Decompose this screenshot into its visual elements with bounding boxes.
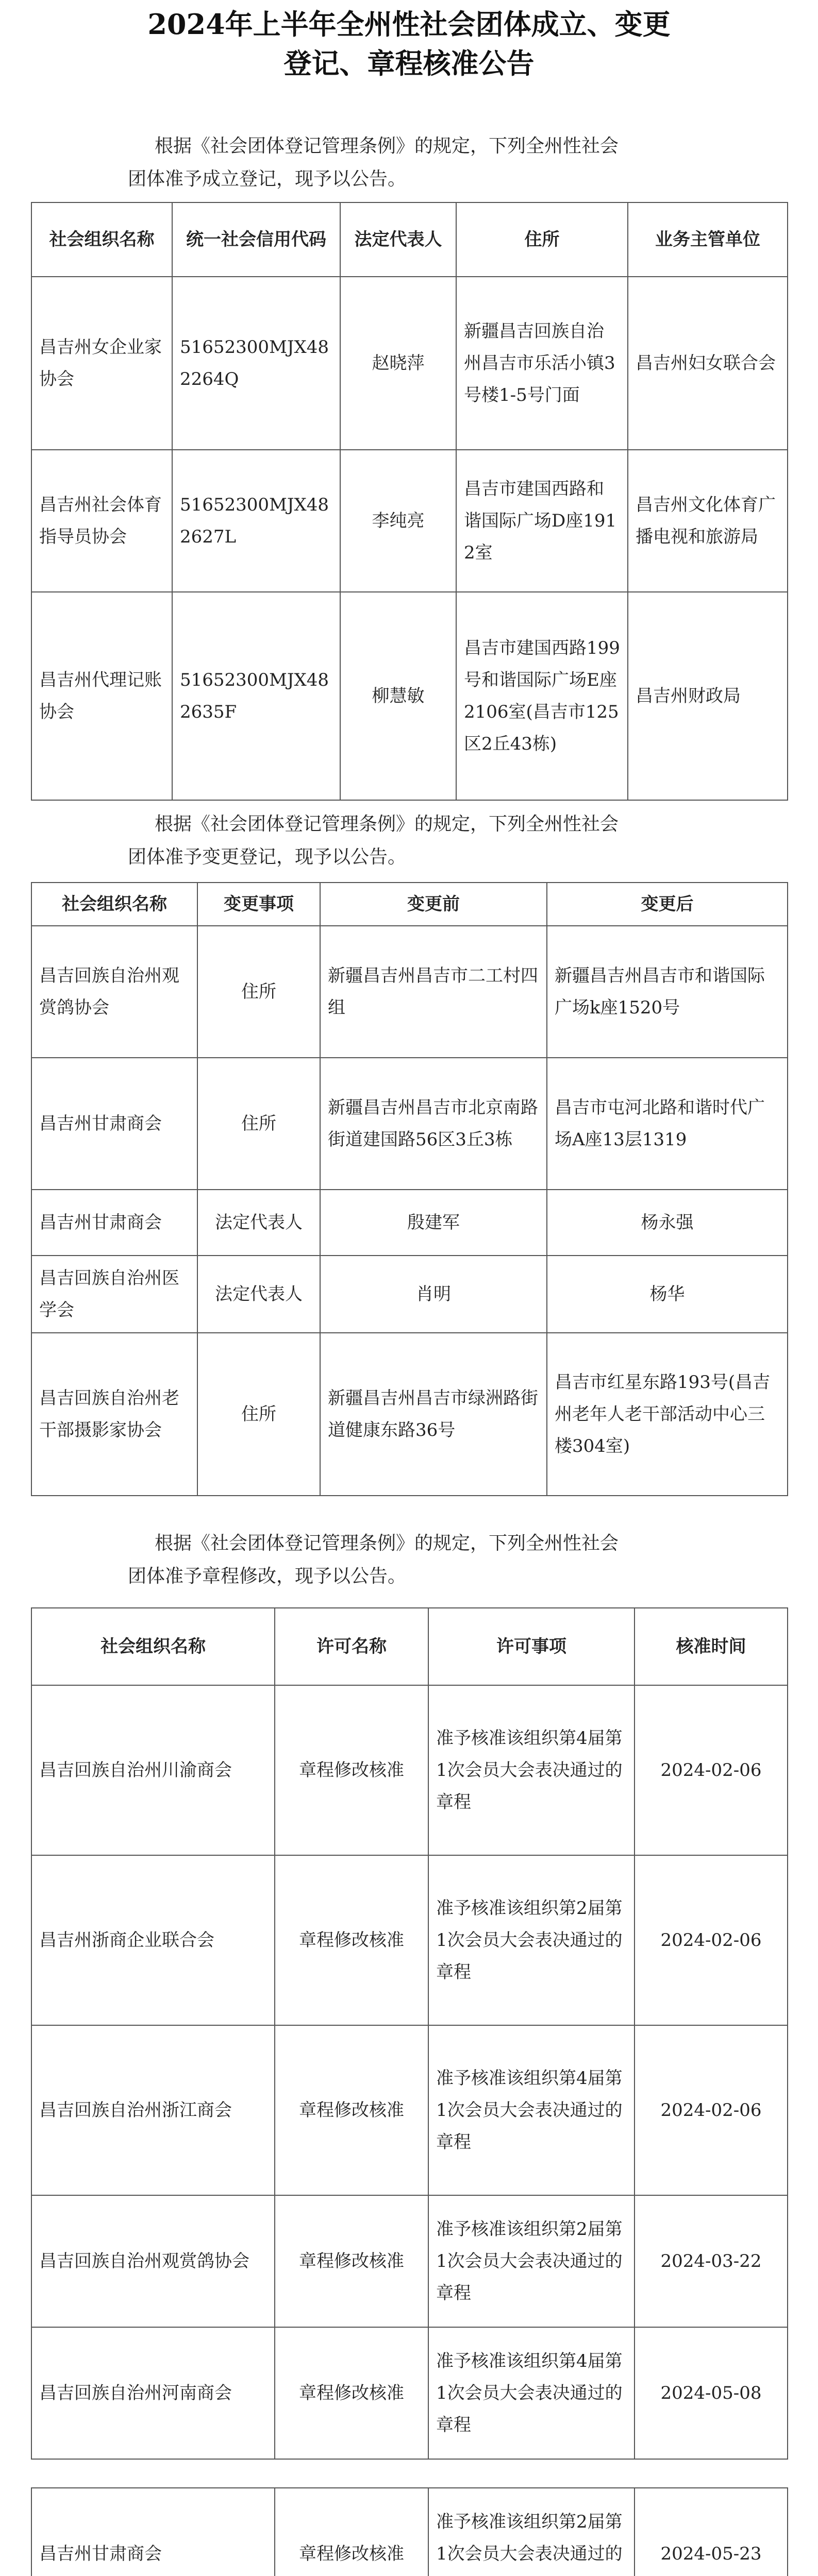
header-org-name: 社会组织名称: [31, 883, 197, 926]
before-cell: 新疆昌吉州昌吉市北京南路街道建国路56区3丘3栋: [320, 1058, 547, 1190]
org-name-cell: 昌吉州浙商企业联合会: [31, 1855, 275, 2025]
org-name-cell: 昌吉回族自治州观赏鸽协会: [31, 926, 197, 1058]
table-row: [31, 2488, 788, 2576]
license-name-cell: 章程修改核准: [275, 1685, 428, 1855]
table-row: [31, 1190, 788, 1256]
table-row: [31, 1058, 788, 1190]
credit-code-cell: 51652300MJX482264Q: [172, 277, 340, 450]
table-row: [31, 2025, 788, 2195]
after-cell: 昌吉市屯河北路和谐时代广场A座13层1319: [547, 1058, 788, 1190]
org-name-cell: 昌吉州甘肃商会: [31, 1190, 197, 1256]
address-cell: 新疆昌吉回族自治州昌吉市乐活小镇3号楼1-5号门面: [456, 277, 628, 450]
before-cell: 殷建军: [320, 1190, 547, 1256]
org-name-cell: 昌吉州甘肃商会: [31, 1058, 197, 1190]
section-3-intro-line-2: 团体准予章程修改，现予以公告。: [128, 1566, 407, 1587]
change-table-header: [31, 883, 788, 926]
change-item-cell: 法定代表人: [197, 1256, 320, 1333]
approval-date-cell: 2024-05-08: [635, 2327, 788, 2459]
license-matter-cell: 准予核准该组织第2届第1次会员大会表决通过的章程: [428, 2195, 635, 2327]
before-cell: 肖明: [320, 1256, 547, 1333]
authority-cell: 昌吉州财政局: [628, 592, 788, 800]
section-2-intro-line-1: 根据《社会团体登记管理条例》的规定，下列全州性社会: [155, 814, 619, 835]
approval-date-cell: 2024-02-06: [635, 1685, 788, 1855]
license-matter-cell: 准予核准该组织第4届第1次会员大会表决通过的章程: [428, 1685, 635, 1855]
section-1-intro-line-2: 团体准予成立登记，现予以公告。: [128, 168, 407, 190]
approval-date-cell: 2024-03-22: [635, 2195, 788, 2327]
approval-date-cell: 2024-05-23: [635, 2488, 788, 2576]
legal-rep-cell: 柳慧敏: [340, 592, 456, 800]
after-cell: 杨华: [547, 1256, 788, 1333]
header-license-matter: 许可事项: [428, 1608, 635, 1685]
page-title-line-2: 登记、章程核准公告: [283, 47, 535, 80]
establishment-table-header: [31, 202, 788, 277]
license-matter-cell: 准予核准该组织第2届第1次会员大会表决通过的: [428, 2488, 635, 2576]
org-name-cell: 昌吉州甘肃商会: [31, 2488, 275, 2576]
header-address: 住所: [456, 202, 628, 277]
charter-approval-table: [31, 1607, 788, 2576]
license-matter-cell: 准予核准该组织第2届第1次会员大会表决通过的章程: [428, 1855, 635, 2025]
establishment-table: [31, 202, 788, 801]
header-authority: 业务主管单位: [628, 202, 788, 277]
license-name-cell: 章程修改核准: [275, 2195, 428, 2327]
license-name-cell: 章程修改核准: [275, 1855, 428, 2025]
header-org-name: 社会组织名称: [31, 202, 172, 277]
before-cell: 新疆昌吉州昌吉市绿洲路街道健康东路36号: [320, 1333, 547, 1496]
license-name-cell: 章程修改核准: [275, 2327, 428, 2459]
org-name-cell: 昌吉回族自治州浙江商会: [31, 2025, 275, 2195]
license-name-cell: 章程修改核准: [275, 2025, 428, 2195]
credit-code-cell: 51652300MJX482635F: [172, 592, 340, 800]
address-cell: 昌吉市建国西路和谐国际广场D座1912室: [456, 450, 628, 592]
org-name-cell: 昌吉回族自治州河南商会: [31, 2327, 275, 2459]
table-row: [31, 2327, 788, 2459]
authority-cell: 昌吉州妇女联合会: [628, 277, 788, 450]
address-cell: 昌吉市建国西路199号和谐国际广场E座2106室(昌吉市125区2丘43栋): [456, 592, 628, 800]
org-name-cell: 昌吉回族自治州医学会: [31, 1256, 197, 1333]
change-item-cell: 住所: [197, 1058, 320, 1190]
page-title-line-1: 2024年上半年全州性社会团体成立、变更: [147, 8, 671, 41]
after-cell: 杨永强: [547, 1190, 788, 1256]
org-name-cell: 昌吉州女企业家协会: [31, 277, 172, 450]
org-name-cell: 昌吉回族自治州观赏鸽协会: [31, 2195, 275, 2327]
change-table: [31, 882, 788, 1496]
charter-table-header: [31, 1608, 788, 1685]
table-row: [31, 450, 788, 592]
table-row: [31, 1256, 788, 1333]
legal-rep-cell: 李纯亮: [340, 450, 456, 592]
license-name-cell: 章程修改核准: [275, 2488, 428, 2576]
change-item-cell: 法定代表人: [197, 1190, 320, 1256]
table-row: [31, 1685, 788, 1855]
header-approval-date: 核准时间: [635, 1608, 788, 1685]
header-before: 变更前: [320, 883, 547, 926]
table-row: [31, 1855, 788, 2025]
legal-rep-cell: 赵晓萍: [340, 277, 456, 450]
section-2-intro-line-2: 团体准予变更登记，现予以公告。: [128, 846, 407, 868]
org-name-cell: 昌吉州社会体育指导员协会: [31, 450, 172, 592]
header-change-item: 变更事项: [197, 883, 320, 926]
header-credit-code: 统一社会信用代码: [172, 202, 340, 277]
table-row: [31, 2195, 788, 2327]
table-row: [31, 277, 788, 450]
table-row: [31, 592, 788, 800]
org-name-cell: 昌吉州代理记账协会: [31, 592, 172, 800]
org-name-cell: 昌吉回族自治州老干部摄影家协会: [31, 1333, 197, 1496]
authority-cell: 昌吉州文化体育广播电视和旅游局: [628, 450, 788, 592]
credit-code-cell: 51652300MJX482627L: [172, 450, 340, 592]
after-cell: 新疆昌吉州昌吉市和谐国际广场k座1520号: [547, 926, 788, 1058]
license-matter-cell: 准予核准该组织第4届第1次会员大会表决通过的章程: [428, 2327, 635, 2459]
section-1-intro-line-1: 根据《社会团体登记管理条例》的规定，下列全州性社会: [155, 135, 619, 157]
header-org-name: 社会组织名称: [31, 1608, 275, 1685]
org-name-cell: 昌吉回族自治州川渝商会: [31, 1685, 275, 1855]
after-cell: 昌吉市红星东路193号(昌吉州老年人老干部活动中心三楼304室): [547, 1333, 788, 1496]
approval-date-cell: 2024-02-06: [635, 1855, 788, 2025]
section-3-intro-line-1: 根据《社会团体登记管理条例》的规定，下列全州性社会: [155, 1533, 619, 1554]
table-row: [31, 1333, 788, 1496]
header-license-name: 许可名称: [275, 1608, 428, 1685]
change-item-cell: 住所: [197, 1333, 320, 1496]
license-matter-cell: 准予核准该组织第4届第1次会员大会表决通过的章程: [428, 2025, 635, 2195]
approval-date-cell: 2024-02-06: [635, 2025, 788, 2195]
header-legal-rep: 法定代表人: [340, 202, 456, 277]
change-item-cell: 住所: [197, 926, 320, 1058]
before-cell: 新疆昌吉州昌吉市二工村四组: [320, 926, 547, 1058]
page-break-gap: [31, 2459, 788, 2488]
table-row: [31, 926, 788, 1058]
page-break-gap-cell: [31, 2459, 788, 2488]
header-after: 变更后: [547, 883, 788, 926]
